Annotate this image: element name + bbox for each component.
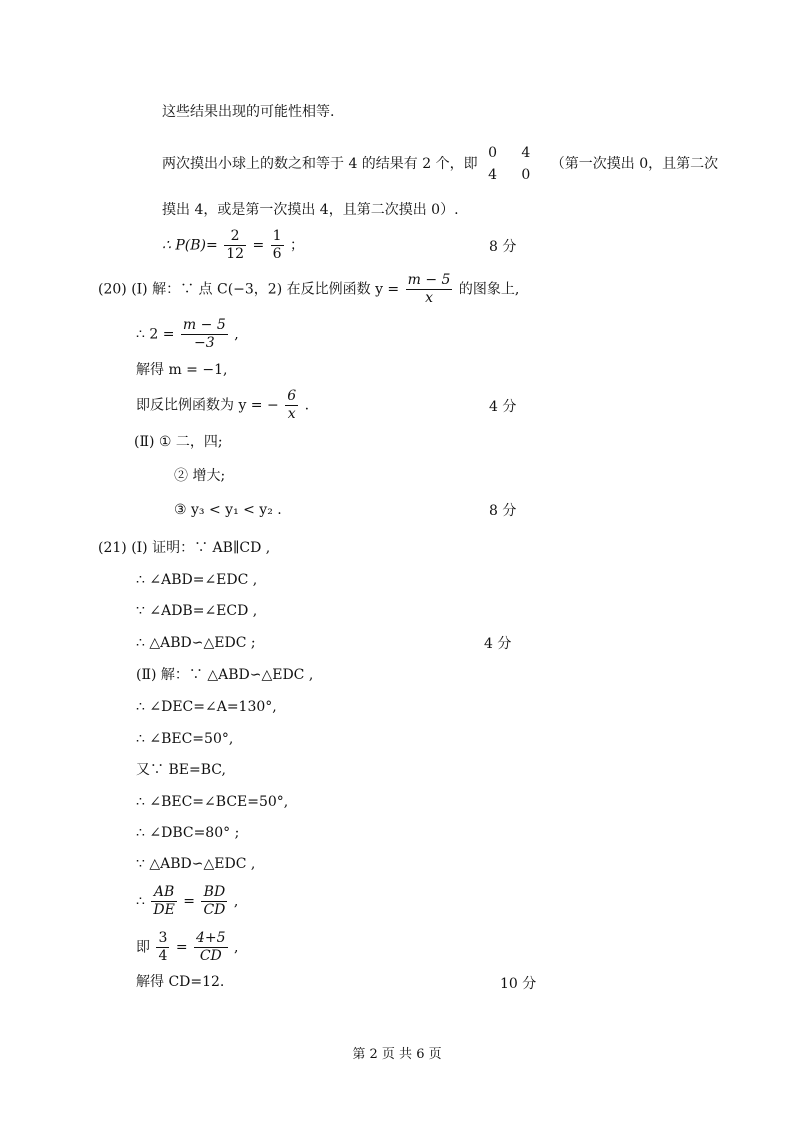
text-line: 摸出 4，或是第一次摸出 4，且第二次摸出 0）.	[162, 202, 459, 218]
text-line: ∴ △ABD∽△EDC ;	[136, 635, 256, 651]
score: 8 分	[489, 239, 517, 255]
text-span: 两次摸出小球上的数之和等于 4 的结果有 2 个，即	[162, 156, 478, 172]
text-line: (Ⅱ) ① 二，四;	[134, 434, 223, 450]
text-line: ∴ ∠ABD=∠EDC ,	[136, 572, 258, 588]
formula-line	[136, 884, 238, 919]
stack-top: 0 4	[488, 145, 541, 161]
formula-line	[136, 317, 239, 352]
text-line: ∴ ∠DBC=80° ;	[136, 825, 240, 841]
numerator: 4+5	[196, 930, 226, 946]
text-span: =	[252, 237, 265, 254]
text-line: (Ⅱ) 解：∵ △ABD∽△EDC ,	[136, 667, 314, 683]
numerator: AB	[151, 884, 176, 902]
numerator: m − 5	[182, 317, 226, 333]
text-line: ∴ ∠BEC=∠BCE=50°,	[136, 794, 289, 810]
fraction	[224, 228, 246, 263]
text-span: (20) (Ⅰ) 解：∵ 点 C(−3，2) 在反比例函数 y =	[98, 281, 400, 298]
text-line: ∵ ∠ADB=∠ECD ,	[136, 603, 258, 619]
text-span: 的图象上,	[458, 281, 520, 298]
formula-line	[98, 272, 519, 307]
text-span: ,	[234, 939, 239, 956]
denominator: −3	[194, 335, 215, 351]
fraction	[271, 228, 284, 263]
text-line: 这些结果出现的可能性相等.	[162, 104, 335, 120]
text-span: ∴ P(B)=	[162, 237, 218, 254]
formula-line	[162, 228, 304, 263]
text-span: ；	[290, 237, 305, 254]
text-line: ∴ ∠DEC=∠A=130°,	[136, 699, 277, 715]
text-line	[162, 142, 718, 186]
fraction	[406, 272, 453, 307]
fraction	[151, 884, 176, 919]
text-line: (21) (Ⅰ) 证明：∵ AB∥CD ,	[98, 540, 271, 556]
score: 4 分	[484, 636, 512, 652]
numerator: 2	[224, 228, 246, 246]
fraction	[285, 388, 298, 423]
text-line: 解得 m = −1,	[136, 362, 228, 378]
text-line: ∵ △ABD∽△EDC ,	[136, 856, 256, 872]
text-span: ,	[234, 326, 239, 343]
numerator: m − 5	[407, 272, 451, 288]
text-span: .	[304, 397, 310, 414]
text-span: ∴ 2 =	[136, 326, 175, 343]
formula-line	[136, 930, 238, 965]
number-stack	[488, 142, 540, 186]
fraction	[194, 930, 228, 965]
denominator: CD	[203, 902, 226, 918]
numerator: 3	[158, 930, 168, 946]
denominator: CD	[199, 948, 222, 964]
numerator: 6	[287, 388, 297, 404]
text-span: 即反比例函数为 y = −	[136, 397, 279, 414]
numerator: BD	[201, 884, 227, 902]
denominator: 12	[226, 246, 245, 262]
denominator: x	[287, 406, 296, 422]
denominator: 6	[272, 246, 282, 262]
text-line: ② 增大;	[174, 468, 226, 484]
fraction	[181, 317, 228, 352]
numerator: 1	[272, 228, 282, 244]
fraction	[156, 930, 169, 965]
fraction	[201, 884, 227, 919]
text-line: 又∵ BE=BC,	[136, 762, 226, 778]
denominator: 4	[158, 948, 168, 964]
denominator: x	[425, 290, 433, 306]
score: 10 分	[500, 976, 537, 992]
text-span: =	[183, 893, 196, 910]
score: 8 分	[489, 503, 517, 519]
text-line: ∴ ∠BEC=50°,	[136, 731, 234, 747]
text-line: ③ y₃ < y₁ < y₂ .	[174, 502, 282, 518]
page-footer: 第 2 页 共 6 页	[352, 1047, 442, 1062]
score: 4 分	[489, 399, 517, 415]
text-span: ∴	[136, 893, 145, 910]
text-span: 即	[136, 939, 150, 956]
text-span: （第一次摸出 0，且第二次	[550, 156, 719, 172]
text-span: =	[175, 939, 188, 956]
denominator: DE	[153, 902, 175, 918]
text-line: 解得 CD=12.	[136, 974, 225, 990]
formula-line	[136, 388, 309, 423]
text-span: ,	[233, 893, 239, 910]
stack-bottom: 4 0	[488, 167, 541, 183]
